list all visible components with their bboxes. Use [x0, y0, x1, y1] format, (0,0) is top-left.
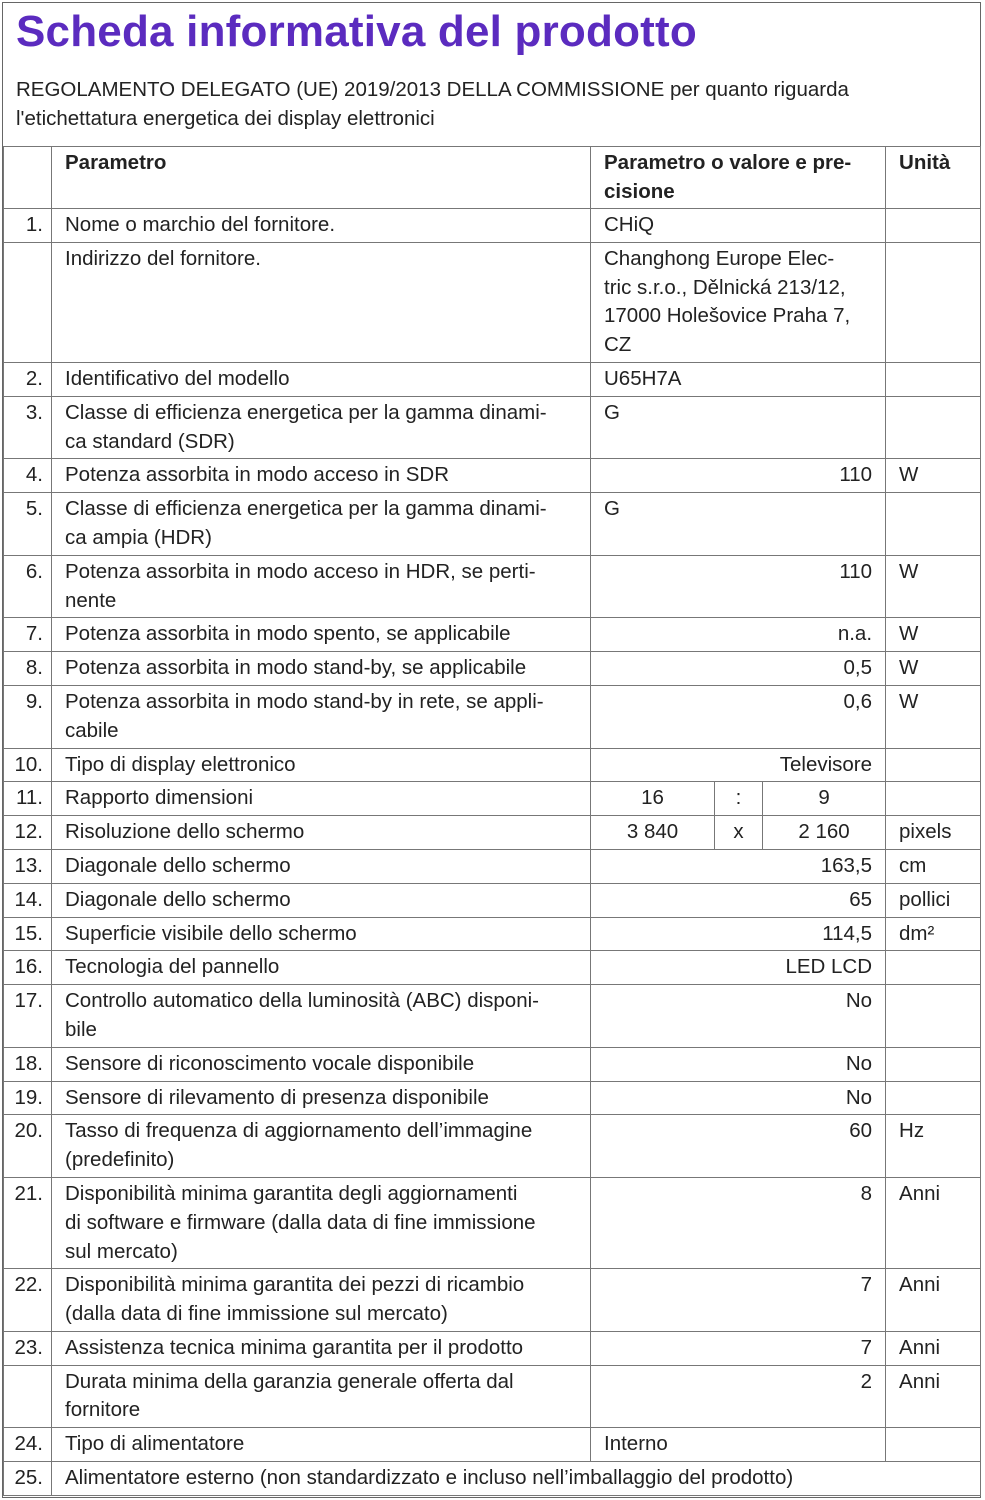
value-line: tric s.r.o., Dělnická 213/12, — [604, 275, 846, 299]
row-number: 7. — [4, 618, 52, 652]
value-line: CZ — [604, 333, 632, 357]
table-row — [4, 849, 981, 883]
subtitle-line: REGOLAMENTO DELEGATO (UE) 2019/2013 DELLA COMMISSIONE per quanto riguarda — [16, 78, 849, 101]
row-value — [591, 1331, 886, 1365]
header-valore-line: Parametro o valore e pre- — [604, 151, 852, 174]
parameter-line: Potenza assorbita in modo stand-by, se applicabile — [65, 656, 527, 680]
row-value — [591, 362, 886, 396]
parameter-line: sul mercato) — [65, 1239, 178, 1263]
row-number: 19. — [4, 1081, 52, 1115]
row-unit — [886, 782, 981, 816]
row-value — [591, 1115, 886, 1178]
table-row — [4, 493, 981, 556]
row-parameter — [52, 685, 591, 748]
row-number: 11. — [4, 782, 52, 816]
row-value — [591, 396, 886, 459]
parameter-line: Tasso di frequenza di aggiornamento dell’immagine — [65, 1119, 533, 1143]
table-row — [4, 209, 981, 243]
header-parametro: Parametro — [52, 147, 591, 209]
row-unit — [886, 242, 981, 362]
row-number — [4, 1365, 52, 1428]
row-unit — [886, 1081, 981, 1115]
row-number: 20. — [4, 1115, 52, 1178]
table-row — [4, 1269, 981, 1332]
row-parameter — [52, 1177, 591, 1268]
row-number: 10. — [4, 748, 52, 782]
row-number: 12. — [4, 816, 52, 850]
value-line: 7 — [860, 1335, 873, 1359]
regulation-subtitle — [16, 75, 966, 133]
header-valore — [591, 147, 886, 209]
table-row — [4, 1081, 981, 1115]
page-title: Scheda informativa del prodotto — [16, 7, 697, 56]
row-parameter — [52, 1365, 591, 1428]
parameter-line: (predefinito) — [65, 1148, 175, 1172]
row-number: 22. — [4, 1269, 52, 1332]
value-line: 110 — [839, 463, 873, 487]
row-parameter — [52, 1331, 591, 1365]
value-line: 110 — [839, 559, 873, 583]
parameter-line: ca ampia (HDR) — [65, 525, 212, 549]
row-number: 21. — [4, 1177, 52, 1268]
parameter-line: Classe di efficienza energetica per la gamma dinami- — [65, 497, 547, 521]
parameter-line: Disponibilità minima garantita degli aggiornamenti — [65, 1181, 518, 1205]
row-parameter — [52, 917, 591, 951]
row-number: 13. — [4, 849, 52, 883]
parameter-line: Classe di efficienza energetica per la gamma dinami- — [65, 400, 547, 424]
row-parameter — [52, 1047, 591, 1081]
row-parameter — [52, 1081, 591, 1115]
table-row — [4, 1462, 981, 1496]
header-num-cell — [4, 147, 52, 209]
value-line: 60 — [849, 1119, 873, 1143]
split-value-right: 2 160 — [763, 816, 886, 850]
split-value-right: 9 — [763, 782, 886, 816]
value-line: 65 — [849, 887, 873, 911]
parameter-line: Superficie visibile dello schermo — [65, 921, 357, 945]
row-value — [591, 242, 886, 362]
row-parameter — [52, 652, 591, 686]
row-parameter — [52, 493, 591, 556]
table-row — [4, 685, 981, 748]
row-unit — [886, 209, 981, 243]
table-row — [4, 618, 981, 652]
parameter-line: nente — [65, 588, 117, 612]
parameter-line: di software e firmware (dalla data di fine immissione — [65, 1210, 536, 1234]
split-value-left: 16 — [591, 782, 715, 816]
row-unit — [886, 396, 981, 459]
row-value — [591, 849, 886, 883]
row-unit: pixels — [886, 816, 981, 850]
row-value — [591, 1081, 886, 1115]
row-parameter — [52, 849, 591, 883]
table-row — [4, 985, 981, 1048]
parameter-line: (dalla data di fine immissione sul mercato) — [65, 1302, 448, 1326]
parameter-line: Rapporto dimensioni — [65, 786, 254, 810]
row-number: 17. — [4, 985, 52, 1048]
row-value — [591, 652, 886, 686]
parameter-line: Diagonale dello schermo — [65, 853, 291, 877]
header-unita: Unità — [886, 147, 981, 209]
row-value — [591, 209, 886, 243]
value-line: G — [604, 497, 620, 521]
parameter-line: Sensore di rilevamento di presenza disponibile — [65, 1085, 489, 1109]
row-number: 14. — [4, 883, 52, 917]
row-value — [591, 917, 886, 951]
row-number: 1. — [4, 209, 52, 243]
row-parameter — [52, 748, 591, 782]
value-line: 114,5 — [822, 921, 873, 945]
row-parameter — [52, 618, 591, 652]
row-parameter — [52, 459, 591, 493]
parameter-line: Tecnologia del pannello — [65, 955, 280, 979]
table-row — [4, 917, 981, 951]
value-line: No — [845, 989, 873, 1013]
parameter-line: Potenza assorbita in modo spento, se applicabile — [65, 622, 511, 646]
row-unit: cm — [886, 849, 981, 883]
row-value — [591, 1047, 886, 1081]
row-value — [591, 951, 886, 985]
row-number: 6. — [4, 555, 52, 618]
table-row — [4, 748, 981, 782]
row-number: 18. — [4, 1047, 52, 1081]
table-header-row — [4, 147, 981, 209]
row-value — [591, 618, 886, 652]
table-row — [4, 816, 981, 850]
row-number: 5. — [4, 493, 52, 556]
value-line: LED LCD — [785, 955, 873, 979]
parameter-line: ca standard (SDR) — [65, 429, 235, 453]
parameter-line: Assistenza tecnica minima garantita per il prodotto — [65, 1335, 524, 1359]
value-line: 8 — [860, 1181, 873, 1205]
row-unit — [886, 362, 981, 396]
row-number: 24. — [4, 1428, 52, 1462]
row-unit: Hz — [886, 1115, 981, 1178]
value-line: U65H7A — [604, 366, 682, 390]
row-unit: Anni — [886, 1365, 981, 1428]
product-info-sheet — [2, 2, 981, 1498]
row-parameter — [52, 883, 591, 917]
row-parameter — [52, 985, 591, 1048]
row-number: 9. — [4, 685, 52, 748]
table-row — [4, 883, 981, 917]
parameter-line: Potenza assorbita in modo acceso in SDR — [65, 463, 450, 487]
row-parameter — [52, 1115, 591, 1178]
value-line: 7 — [860, 1273, 873, 1297]
value-line: No — [845, 1085, 873, 1109]
parameter-line: Potenza assorbita in modo stand-by in rete, se appli- — [65, 689, 544, 713]
row-full-text: Alimentatore esterno (non standardizzato e incluso nell’imballaggio del prodotto) — [52, 1462, 981, 1496]
value-line: 17000 Holešovice Praha 7, — [604, 304, 851, 328]
parameter-line: Controllo automatico della luminosità (ABC) disponi- — [65, 989, 539, 1013]
parameter-line: Indirizzo del fornitore. — [65, 246, 261, 270]
value-line: Changhong Europe Elec- — [604, 246, 835, 270]
row-parameter — [52, 1269, 591, 1332]
row-number: 16. — [4, 951, 52, 985]
subtitle-line: l'etichettatura energetica dei display elettronici — [16, 107, 435, 130]
row-number: 4. — [4, 459, 52, 493]
table-row — [4, 652, 981, 686]
parameter-line: Sensore di riconoscimento vocale disponibile — [65, 1051, 475, 1075]
row-unit — [886, 1428, 981, 1462]
table-row — [4, 1177, 981, 1268]
row-unit: W — [886, 685, 981, 748]
table-row — [4, 459, 981, 493]
row-unit: Anni — [886, 1177, 981, 1268]
row-number: 15. — [4, 917, 52, 951]
parameter-line: Potenza assorbita in modo acceso in HDR, se perti- — [65, 559, 536, 583]
row-unit: W — [886, 555, 981, 618]
row-parameter — [52, 555, 591, 618]
row-number — [4, 242, 52, 362]
row-parameter — [52, 951, 591, 985]
parameter-line: Durata minima della garanzia generale offerta dal — [65, 1369, 514, 1393]
table-row — [4, 1428, 981, 1462]
row-number: 23. — [4, 1331, 52, 1365]
value-line: n.a. — [837, 622, 873, 646]
row-value — [591, 1365, 886, 1428]
row-value — [591, 493, 886, 556]
split-value-left: 3 840 — [591, 816, 715, 850]
table-row — [4, 242, 981, 362]
value-line: Televisore — [779, 752, 873, 776]
value-line: No — [845, 1051, 873, 1075]
row-unit — [886, 1047, 981, 1081]
parameter-line: Diagonale dello schermo — [65, 887, 291, 911]
row-number: 2. — [4, 362, 52, 396]
row-unit — [886, 951, 981, 985]
parameters-table — [3, 146, 981, 1496]
table-row — [4, 951, 981, 985]
row-parameter — [52, 1428, 591, 1462]
parameter-line: Tipo di display elettronico — [65, 752, 296, 776]
value-line: 0,6 — [843, 689, 873, 713]
row-value — [591, 685, 886, 748]
table-row — [4, 396, 981, 459]
parameter-line: Identificativo del modello — [65, 366, 290, 390]
value-line: CHiQ — [604, 213, 655, 236]
row-parameter — [52, 396, 591, 459]
parameter-line: Nome o marchio del fornitore. — [65, 213, 336, 236]
row-parameter — [52, 362, 591, 396]
row-value — [591, 1269, 886, 1332]
parameter-line: bile — [65, 1017, 97, 1041]
value-line: 163,5 — [820, 853, 873, 877]
row-value — [591, 1177, 886, 1268]
row-unit: pollici — [886, 883, 981, 917]
parameter-line: Disponibilità minima garantita dei pezzi di ricambio — [65, 1273, 525, 1297]
table-row — [4, 1047, 981, 1081]
parameter-line: cabile — [65, 718, 119, 742]
row-parameter — [52, 209, 591, 243]
header-valore-line: cisione — [604, 179, 675, 203]
table-row — [4, 555, 981, 618]
row-parameter — [52, 782, 591, 816]
value-line: G — [604, 400, 620, 424]
split-separator: : — [715, 782, 763, 816]
row-number: 3. — [4, 396, 52, 459]
row-unit: W — [886, 618, 981, 652]
value-line: 0,5 — [843, 656, 873, 680]
split-separator: x — [715, 816, 763, 850]
table-row — [4, 1115, 981, 1178]
parameter-line: fornitore — [65, 1398, 141, 1422]
row-parameter — [52, 816, 591, 850]
row-value — [591, 985, 886, 1048]
table-row — [4, 362, 981, 396]
row-unit — [886, 493, 981, 556]
row-parameter — [52, 242, 591, 362]
row-value — [591, 1428, 886, 1462]
value-line: Interno — [604, 1432, 668, 1456]
table-row — [4, 1331, 981, 1365]
value-line: 2 — [860, 1369, 873, 1393]
row-value — [591, 748, 886, 782]
table-row — [4, 782, 981, 816]
parameter-line: Tipo di alimentatore — [65, 1432, 245, 1456]
row-unit: Anni — [886, 1269, 981, 1332]
parameter-line: Risoluzione dello schermo — [65, 820, 305, 844]
row-value — [591, 459, 886, 493]
row-number: 25. — [4, 1462, 52, 1496]
row-value — [591, 555, 886, 618]
row-unit: Anni — [886, 1331, 981, 1365]
row-number: 8. — [4, 652, 52, 686]
row-unit: W — [886, 459, 981, 493]
row-value — [591, 883, 886, 917]
row-unit: dm² — [886, 917, 981, 951]
row-unit: W — [886, 652, 981, 686]
row-unit — [886, 748, 981, 782]
table-row — [4, 1365, 981, 1428]
row-unit — [886, 985, 981, 1048]
